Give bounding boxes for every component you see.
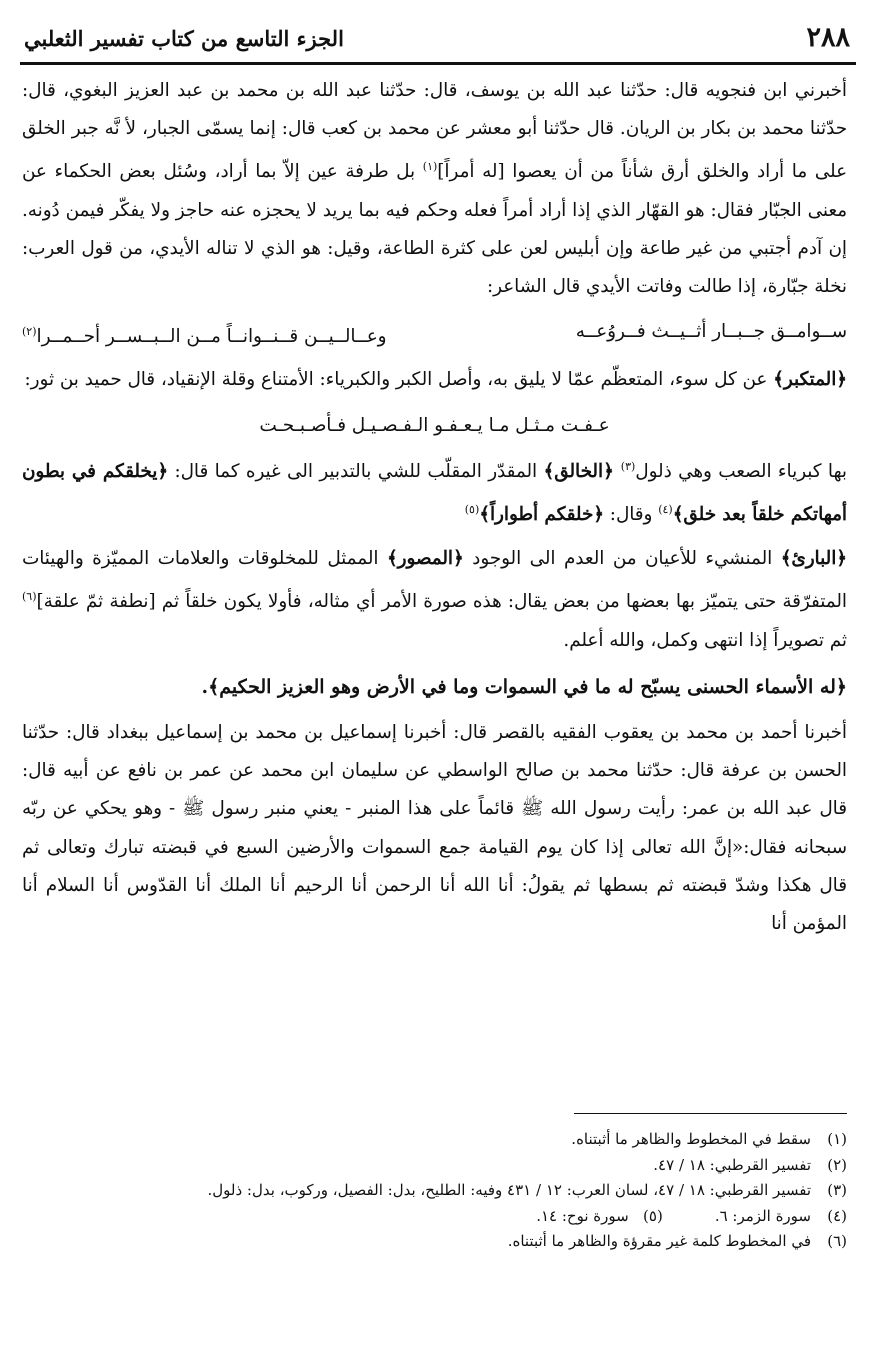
- paragraph: أخبرنا أحمد بن محمد بن يعقوب الفقيه بالقصر قال: أخبرنا إسماعيل بن محمد بن إسماعيل ببغداد قال: حدّثنا الحسن بن عرفة قال: حدّثنا محمد بن صالح الواسطي عن سليمان ابن محمد عن عمر بن نافع عن أبيه قال: قال عبد الله بن عمر: رأيت رسول الله ﷺ قائماً على هذا المنبر - يعني منبر رسول ﷺ - وهو يحكي عن ربّه سبحانه فقال:«إنَّ الله تعالى إذا كان يوم القيامة جمع السموات والأرضين السبع في قبضته تبارك وتعالى ثم قال هكذا وشدّ قبضته ثم بسطها ثم يقولُ: أنا الله أنا الرحمن أنا الرحيم أنا الملك أنا القدّوس أنا السلام أنا المؤمن أنا: [22, 721, 847, 934]
- paragraph-text: ثم تصويراً إذا انتهى وكمل، والله أعلم.: [563, 629, 847, 651]
- running-title: الجزء التاسع من كتاب تفسير الثعلبي: [24, 26, 344, 51]
- paragraph-text: أخبرني ابن فنجويه قال: حدّثنا عبد الله بن يوسف، قال: حدّثنا عبد الله بن محمد بن عبد العزيز البغوي، قال: حدّثنا محمد بن بكار بن الريان. قال حدّثنا أبو معشر عن محمد بن كعب قال: إنما يسمّى الجبار، لأ نَّه جبر الخلق على ما أراد والخلق أرق شأناً من أن يعصوا [له أمراً]: [22, 80, 847, 183]
- page-number: ٢٨٨: [806, 22, 850, 53]
- footnote-number: (٢): [827, 1155, 847, 1174]
- poem-hemistich: عـفـت مـثـل مـا يـعـفـو الـفـصـيـل فـأصـبـحـت: [259, 414, 610, 436]
- paragraph-text: الممثل للمخلوقات والعلامات المميّزة والهيئات المتفرّقة حتى يتميّز بها بعضها من بعض يقال: هذه صورة الأمر أي مثاله، فأولا يكون خلقاً ثم [نطفة ثمّ علقة]: [22, 548, 847, 613]
- paragraph-text: وقال:: [603, 504, 659, 525]
- footnote-ref: (٤): [658, 502, 673, 516]
- quran-verse-heading: ﴿له الأسماء الحسنى يسبّح له ما في السموات وما في الأرض وهو العزيز الحكيم﴾.: [201, 675, 847, 698]
- divine-name-term: ﴿المصور﴾: [386, 548, 464, 570]
- footnote: [22, 1204, 847, 1230]
- paragraph-text: عن كل سوء، المتعظّم عمّا لا يليق به، وأصل الكبر والكبرياء: الأمتناع وقلة الإنقياد، قال حميد بن ثور:: [24, 369, 774, 391]
- footnote-number: (٥): [643, 1206, 663, 1225]
- footnote: [22, 1178, 847, 1204]
- footnote-number: (٦): [827, 1232, 847, 1250]
- paragraph-text: بها كبرياء الصعب وهي ذلول: [635, 460, 847, 482]
- verse-first-hemistich: ســوامــق جــبــار أثــيــث فــروُعــه: [575, 321, 847, 343]
- footnote-number: (٣): [827, 1181, 847, 1199]
- header-rule: [20, 62, 856, 65]
- paragraph-text: المنشيء للأعيان من العدم الى الوجود: [463, 548, 781, 570]
- footnote-text: في المخطوط كلمة غير مقرؤة والظاهر ما أثبتناه.: [507, 1232, 811, 1250]
- divine-name-term: ﴿الخالق﴾: [543, 460, 621, 482]
- paragraph: [22, 361, 847, 399]
- paragraph: [22, 72, 847, 306]
- footnotes: [22, 1127, 847, 1255]
- footnote-number: (٤): [827, 1206, 847, 1225]
- divine-name-term: ﴿المتكبر﴾: [773, 369, 847, 391]
- footnote-text: تفسير القرطبي: ١٨ / ٤٧.: [653, 1155, 811, 1174]
- footnote: [22, 1153, 847, 1179]
- footnote-rule: [574, 1113, 847, 1114]
- footnote-text: سورة الزمر: ٦.: [714, 1206, 811, 1225]
- footnote-ref: (٥): [464, 502, 480, 516]
- quran-quote: ﴿خلقكم أطواراً﴾: [479, 504, 604, 525]
- poem-verse: [22, 312, 847, 357]
- paragraph-text: المقدّر المقلّب للشي بالتدبير الى غيره كما قال:: [168, 460, 544, 482]
- paragraph-text: بل طرفة عين إلاّ بما أراد، وسُئل بعض الحكماء عن معنى الجبّار فقال: هو القهّار الذي إذا أراد أمراً فعله وحكم فيه بما يريد لا يحجزه عنه حاجز ولا يفكّر فيمن دُونه. إن آدم أجتبي من غير طاعة وإن أبليس لعن على كثرة الطاعة، وقيل: هو الذي لا تناله الأيدي، من قول العرب: نخلة جبّارة، إذا طالت وفاتت الأيدي قال الشاعر:: [22, 161, 847, 298]
- footnote: [22, 1127, 847, 1153]
- paragraph: [22, 448, 847, 535]
- footnote-ref: (٣): [620, 459, 636, 473]
- footnote-text: سورة نوح: ١٤.: [536, 1206, 629, 1225]
- footnote-ref: (٦): [22, 590, 37, 604]
- footnote-ref: (٢): [22, 325, 37, 339]
- footnote-ref: (١): [422, 160, 438, 174]
- verse-second-hemistich-wrap: [22, 312, 386, 357]
- verse-second-hemistich: وعــالــيــن قــنــوانــاً مــن الــبــســر أحــمــرا: [36, 326, 387, 348]
- main-text: [22, 72, 847, 949]
- footnote-text: تفسير القرطبي: ١٨ / ٤٧، لسان العرب: ١٢ / ٤٣١ وفيه: الطليح، بدل: الفصيل، وركوب، بدل: ذلول.: [207, 1181, 811, 1199]
- footnote-text: سقط في المخطوط والظاهر ما أثبتناه.: [571, 1130, 811, 1148]
- divine-name-term: ﴿البارئ﴾: [780, 548, 847, 570]
- footnote-text-pair: [22, 1204, 811, 1230]
- page-header: [20, 18, 856, 62]
- quran-quote: ﴿يخلقكم في بطون أمهاتكم خلقاً بعد خلق﴾: [22, 460, 847, 525]
- footnote-number: (١): [827, 1130, 847, 1148]
- footnote: [22, 1229, 847, 1255]
- paragraph: [22, 540, 847, 660]
